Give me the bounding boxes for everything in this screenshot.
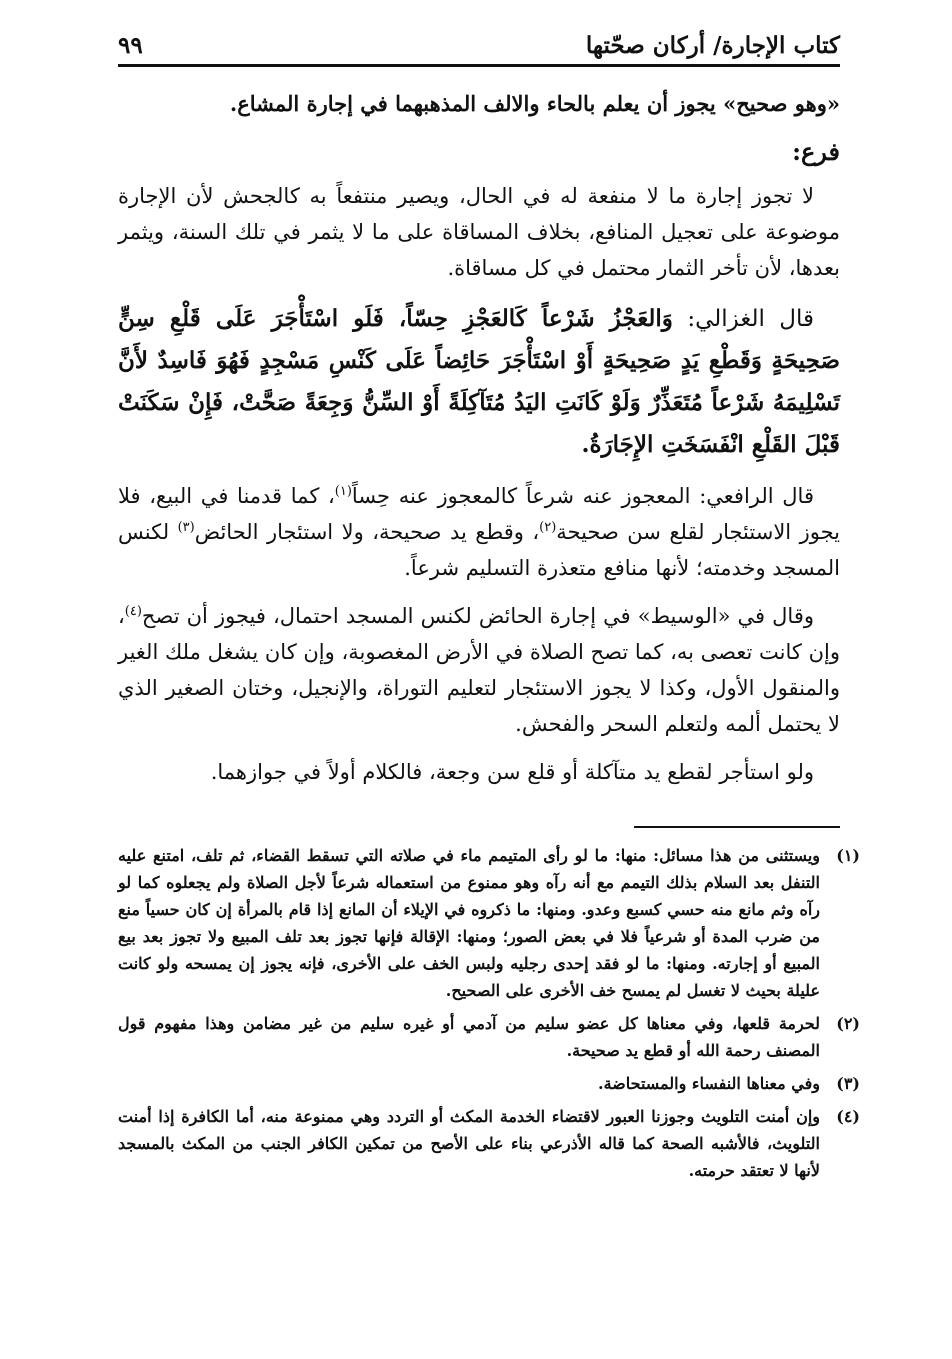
footnote-text: وفي معناها النفساء والمستحاضة. <box>598 1074 820 1093</box>
footnote-ref-3[interactable]: (٣) <box>177 520 195 535</box>
main-text <box>118 86 840 802</box>
wasit-text-2: ، وإن كانت تعصى به، كما تصح الصلاة في الأرض المغصوبة، وإن كان يشغل ملك الغير والمنقول الأول، وكذا لا يجوز الاستئجار لتعليم التوراة، والإنجيل، وختان الصغير الذي لا يحتمل ألمه ولتعلم السحر والفحش. <box>118 604 840 736</box>
rafii-text-2: ، كما قدمنا في البيع، فلا يجوز الاستئجار لقلع سن صحيحة <box>118 484 840 544</box>
footnote-text: لحرمة قلعها، وفي معناها كل عضو سليم من آدمي أو غيره سليم من غير مضامن وهذا مفهوم قول المصنف رحمة الله أو قطع يد صحيحة. <box>118 1014 820 1060</box>
ghazali-paragraph <box>118 298 840 466</box>
header-title: كتاب الإجارة/ أركان صحّتها <box>585 32 840 59</box>
footnote-text: وإن أمنت التلويث وجوزنا العبور لاقتضاء الخدمة المكث أو التردد وهي ممنوعة منه، أما الكافرة إذا أمنت التلويث، فالأشبه الصحة كما قاله الأذرعي بناء على الأصح من تمكين الكافر الجنب من المكث بالمسجد لأنها لا تعتقد حرمته. <box>118 1107 820 1180</box>
last-paragraph: ولو استأجر لقطع يد متآكلة أو قلع سن وجعة، فالكلام أولاً في جوازهما. <box>210 760 814 784</box>
running-header <box>118 28 840 67</box>
far-heading: فرع: <box>792 137 840 166</box>
intro-paragraph: «وهو صحيح» يجوز أن يعلم بالحاء والالف المذهبهما في إجارة المشاع. <box>229 91 840 116</box>
footnote-divider <box>634 826 840 828</box>
ghazali-quote: وَالعَجْزُ شَرْعاً كَالعَجْزِ حِسّاً، فَلَو اسْتَأْجَرَ عَلَى قَلْعِ سِنٍّ صَحِيحَةٍ وَقَطْعِ يَدٍ صَحِيحَةٍ أَوْ اسْتَأْجَرَ حَائِضاً عَلَى كَنْسِ مَسْجِدٍ فَهُوَ فَاسِدٌ لأَنَّ تَسْلِيمَهُ شَرْعاً مُتَعَذِّرٌ وَلَوْ كَانَتِ اليَدُ مُتَآكِلَةً أَوْ السِّنُّ وَجِعَةً صَحَّتْ، فَإِنْ سَكَنَتْ قَبْلَ القَلْعِ انْفَسَخَتِ الإِجَارَةُ. <box>118 305 840 458</box>
ghazali-prefix: قال الغزالي: <box>672 306 814 332</box>
footnote-number: (١) <box>836 846 860 865</box>
rafii-text-4: لكنس المسجد وخدمته؛ لأنها منافع متعذرة التسليم شرعاً. <box>118 520 840 580</box>
page-number: ٩٩ <box>118 32 143 59</box>
footnote-number: (٤) <box>836 1107 860 1126</box>
footnote-ref-4[interactable]: (٤) <box>124 604 142 619</box>
wasit-paragraph <box>118 598 840 742</box>
rafii-text-1: قال الرافعي: المعجوز عنه شرعاً كالمعجوز عنه حِساً <box>351 484 814 508</box>
footnote-number: (٢) <box>836 1014 860 1033</box>
footnote-1 <box>118 842 860 1004</box>
footnotes-section <box>118 842 860 1190</box>
far-paragraph: لا تجوز إجارة ما لا منفعة له في الحال، ويصير منتفعاً به كالجحش لأن الإجارة موضوعة على تعجيل المنافع، بخلاف المساقاة على ما لا يثمر في تلك السنة، ويثمر بعدها، لأن تأخر الثمار محتمل في كل مساقاة. <box>118 184 840 280</box>
footnote-number: (٣) <box>836 1074 860 1093</box>
footnote-4 <box>118 1103 860 1184</box>
rafii-paragraph <box>118 478 840 586</box>
footnote-3 <box>118 1070 860 1097</box>
footnote-text: ويستثنى من هذا مسائل: منها: ما لو رأى المتيمم ماء في صلاته التي تسقط القضاء، ثم تلف، امتنع عليه التنفل بعد السلام بذلك التيمم مع أنه رآه وهو ممنوع من استعماله شرعاً لأجل الصلاة ولم يجعلوه كما لو رآه وثم مانع منه حسي كسبع وعدو. ومنها: ما ذكروه في الإيلاء أن المانع إذا قام بالمرأة إن كان حسياً منع من ضرب المدة أو شرعياً فلا في بعض الصور؛ ومنها: الإقالة فإنها تجوز بعد تلف المبيع ولا تجوز بعد بيع المبيع أو إجارته. ومنها: ما لو فقد إحدى رجليه ولبس الخف على الأخرى، فإنه يجوز إن يمسحه ولو كانت عليلة بحيث لا تغسل لم يمسح خف الأخرى على الصحيح. <box>118 846 820 1000</box>
wasit-text-1: وقال في «الوسيط» في إجارة الحائض لكنس المسجد احتمال، فيجوز أن تصح <box>141 604 814 628</box>
rafii-text-3: ، وقطع يد صحيحة، ولا استئجار الحائض <box>194 520 540 544</box>
footnote-ref-1[interactable]: (١) <box>334 484 352 499</box>
footnote-ref-2[interactable]: (٢) <box>539 520 557 535</box>
footnote-2 <box>118 1010 860 1064</box>
